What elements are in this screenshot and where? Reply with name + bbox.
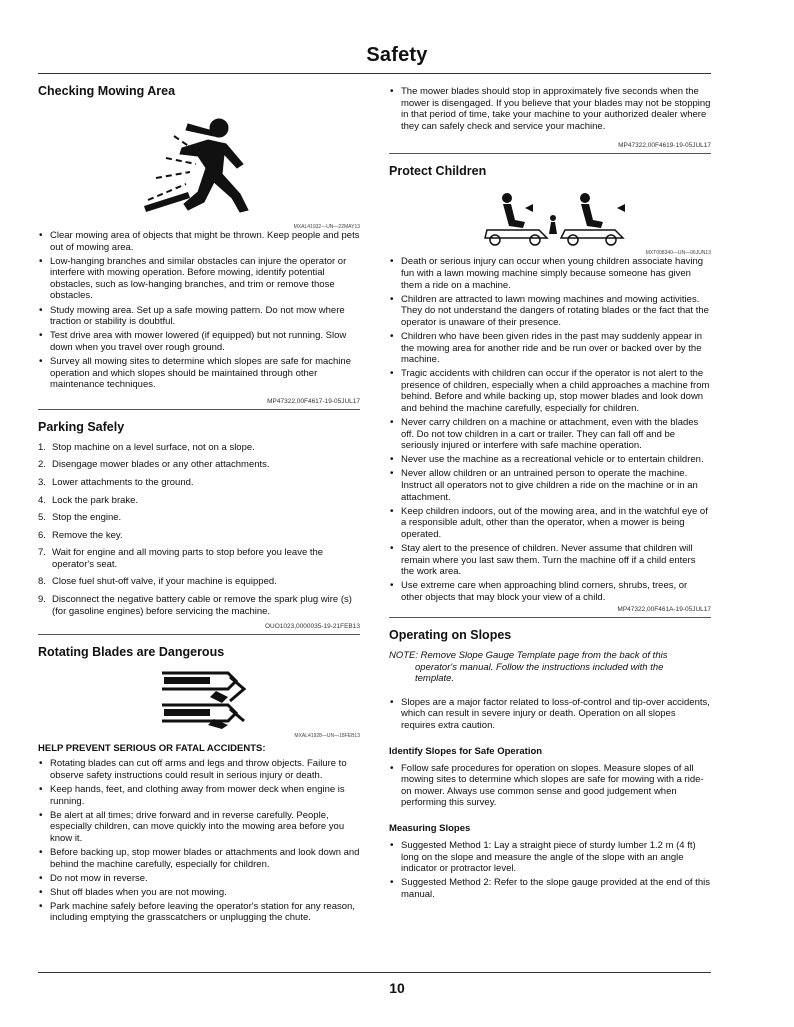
list-item: • Keep children indoors, out of the mowing area, and in the watchful eye of a responsible adult, other than the operator, when a mower is being operated. — [389, 506, 711, 541]
note-line: NOTE: Remove Slope Gauge Template page from the back of this — [389, 650, 668, 661]
header-rule — [38, 73, 711, 74]
page-number: 10 — [389, 980, 405, 996]
section-heading-children: Protect Children — [389, 164, 487, 179]
list-item — [38, 547, 360, 570]
step-number: 7. — [38, 547, 46, 559]
figure-code: MXAL41928—UN—18FEB13 — [294, 733, 360, 740]
note-line: operator's manual. Follow the instructions included with the — [415, 661, 664, 673]
mowing-bullet-list — [38, 230, 360, 391]
children-bullet-list — [389, 256, 711, 603]
section-divider — [389, 617, 711, 618]
step-text: Disconnect the negative battery cable or remove the spark plug wire (s) (for gasoline engines) before servicing the machine. — [52, 594, 352, 617]
footer-rule — [38, 972, 711, 973]
mower-child-hazard-icon — [389, 186, 711, 248]
list-item: • Slopes are a major factor related to loss-of-control and tip-over accidents, which can result in severe injury or death. Operation on all slopes requires extra caution. — [389, 697, 711, 732]
list-item: • Suggested Method 1: Lay a straight piece of sturdy lumber 1.2 m (4 ft) long on the slope and measure the angle of the slope with an angle indicator or protractor level. — [389, 840, 711, 875]
note-line: template. — [415, 673, 455, 685]
document-code: MP47322,00F4619-19-05JUL17 — [618, 142, 711, 150]
document-code: MP47322,00F4617-19-05JUL17 — [267, 397, 360, 405]
step-number: 6. — [38, 529, 46, 541]
blades-bullet-list — [38, 758, 360, 924]
right-column — [389, 86, 711, 903]
list-item: • The mower blades should stop in approximately five seconds when the mower is disengaged. If you believe that your blades may not be stopping in that period of time, take your machine to your authorized dealer where they can safely check and service your machine. — [389, 86, 711, 132]
list-item: • Tragic accidents with children can occur if the operator is not alert to the presence of children, especially when a child approaches a machine from behind. Before and while backing up, stop mower blades and look down and behind the machine carefully, especially for children. — [389, 368, 711, 414]
list-item: • Before backing up, stop mower blades or attachments and look down and behind the machine carefully, especially for children. — [38, 847, 360, 870]
list-item — [38, 495, 360, 507]
list-item: • Death or serious injury can occur when young children associate having fun with a lawn mowing machine simply because someone has given them a ride on a machine. — [389, 256, 711, 291]
step-number: 1. — [38, 441, 46, 453]
list-item: • Do not mow in reverse. — [38, 873, 360, 885]
list-item: • Suggested Method 2: Refer to the slope gauge provided at the end of this manual. — [389, 877, 711, 900]
document-code: OUO1023,0000035-19-21FEB13 — [264, 623, 360, 631]
step-text: Close fuel shut-off valve, if your machine is equipped. — [52, 576, 277, 588]
section-heading-blades: Rotating Blades are Dangerous — [38, 645, 225, 660]
parking-step-list — [38, 442, 360, 618]
list-item: • Shut off blades when you are not mowing. — [38, 887, 360, 899]
step-number: 3. — [38, 476, 46, 488]
document-code: MP47322,00F461A-19-05JUL17 — [617, 606, 711, 613]
rotating-blade-figure — [38, 667, 360, 731]
list-item: • Study mowing area. Set up a safe mowing pattern. Do not mow where traction or stability is doubtful. — [38, 305, 360, 328]
left-column — [38, 84, 360, 926]
list-item: • Low-hanging branches and similar obstacles can injure the operator or interfere with mowing operation. Before mowing, identify potential obstacles, such as low-hanging branches, and trim or remove those obstacles. — [38, 256, 360, 302]
step-text: Lower attachments to the ground. — [52, 476, 194, 488]
section-heading-slopes: Operating on Slopes — [389, 628, 512, 642]
step-number: 9. — [38, 594, 46, 606]
list-item: • Rotating blades can cut off arms and legs and throw objects. Failure to observe safety instructions could result in serious injury or death. — [38, 758, 360, 781]
section-divider — [389, 153, 711, 154]
list-item: • Keep hands, feet, and clothing away from mower deck when engine is running. — [38, 784, 360, 807]
subheading-identify-slopes: Identify Slopes for Safe Operation — [389, 745, 543, 757]
list-item: • Follow safe procedures for operation on slopes. Measure slopes of all mowing sites to determine which slopes are safe for mowing with a ride-on mower. Always use common sense and good judgement when performing this survey. — [389, 763, 711, 809]
warning-heading: HELP PREVENT SERIOUS OR FATAL ACCIDENTS: — [38, 743, 266, 755]
page-title: Safety — [366, 44, 428, 66]
list-item: • Survey all mowing sites to determine which slopes are safe for machine operation and which slopes should be maintained through other maintenance techniques. — [38, 356, 360, 391]
list-item: • Stay alert to the presence of children. Never assume that children will remain where you last saw them. Turn the machine off if a child enters the work area. — [389, 543, 711, 578]
thrown-object-figure — [38, 106, 360, 222]
list-item: • Use extreme care when approaching blind corners, shrubs, trees, or other objects that may block your view of a child. — [389, 580, 711, 603]
figure-code: MXT008340—UN—06JUN13 — [645, 250, 711, 257]
step-text: Remove the key. — [52, 529, 123, 541]
thrown-object-icon — [38, 106, 360, 222]
list-item — [38, 512, 360, 524]
slopes-bullet-list — [389, 697, 711, 732]
measuring-bullet-list — [389, 840, 711, 900]
list-item — [38, 477, 360, 489]
step-number: 4. — [38, 494, 46, 506]
list-item: • Children are attracted to lawn mowing machines and mowing activities. They do not understand the dangers of rotating blades or the fact that the operator is unaware of their presence. — [389, 294, 711, 329]
step-text: Lock the park brake. — [52, 494, 139, 506]
list-item: • Clear mowing area of objects that might be thrown. Keep people and pets out of mowing area. — [38, 230, 360, 253]
note-text — [389, 650, 711, 685]
list-item: • Park machine safely before leaving the operator's station for any reason, including emptying the grasscatchers or unplugging the chute. — [38, 901, 360, 924]
section-heading-parking: Parking Safely — [38, 419, 125, 434]
list-item — [38, 442, 360, 454]
step-number: 8. — [38, 576, 46, 588]
figure-code: MXAL41932—UN—22MAY13 — [293, 224, 360, 230]
list-item: • Never use the machine as a recreational vehicle or to entertain children. — [389, 454, 711, 466]
hand-blade-hazard-icon — [38, 667, 360, 731]
blades-continued-list — [389, 86, 711, 132]
step-text: Disengage mower blades or any other attachments. — [52, 459, 270, 471]
list-item: • Never carry children on a machine or attachment, even with the blades off. Do not tow children in a cart or trailer. They can fall off and be seriously injured or interfere with safe machine operation. — [389, 417, 711, 452]
step-number: 5. — [38, 512, 46, 524]
identify-bullet-list — [389, 763, 711, 809]
list-item: • Never allow children or an untrained person to operate the machine. Instruct all operators not to give children a ride on the machine or in an attachment. — [389, 468, 711, 503]
section-heading-mowing: Checking Mowing Area — [38, 84, 176, 98]
section-divider — [38, 634, 360, 635]
list-item — [38, 576, 360, 588]
step-text: Stop the engine. — [52, 512, 122, 524]
step-text: Stop machine on a level surface, not on a slope. — [52, 441, 255, 453]
section-divider — [38, 409, 360, 410]
list-item — [38, 459, 360, 471]
protect-children-figure — [389, 186, 711, 248]
list-item: • Test drive area with mower lowered (if equipped) but not running. Slow down when you travel over rough ground. — [38, 330, 360, 353]
list-item: • Children who have been given rides in the past may suddenly appear in the mowing area for another ride and be run over or backed over by the machine. — [389, 331, 711, 366]
list-item — [38, 530, 360, 542]
step-number: 2. — [38, 459, 46, 471]
list-item: • Be alert at all times; drive forward and in reverse carefully. People, especially children, can move quickly into the mowing area before you know it. — [38, 810, 360, 845]
subheading-measuring-slopes: Measuring Slopes — [389, 822, 471, 834]
step-text: Wait for engine and all moving parts to stop before you leave the operator's seat. — [52, 547, 324, 570]
list-item — [38, 594, 360, 617]
